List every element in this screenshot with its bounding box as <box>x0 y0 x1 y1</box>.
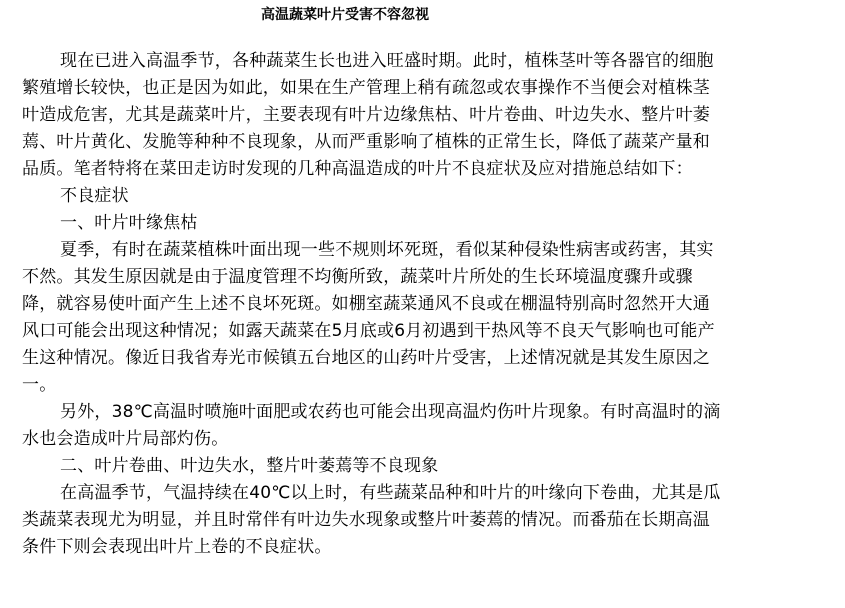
section-heading-symptoms: 不良症状 <box>60 186 129 206</box>
document-title: 高温蔬菜叶片受害不容忽视 <box>261 7 429 23</box>
paragraph-summer-necrosis: 夏季，有时在蔬菜植株叶面出现一些不规则坏死斑，看似某种侵染性病害或药害，其实不然。其发生原因就是由于温度管理不均衡所致，蔬菜叶片所处的生长环境温度骤升或骤降，就容易使叶面产生上述不良坏死斑。如棚室蔬菜通风不良或在棚温特别高时忽然开大通风口可能会出现这种情况；如露天蔬菜在5月底或6月初遇到干热风等不良天气影响也可能产生这种情况。像近日我省寿光市候镇五台地区的山药叶片受害，上述情况就是其发生原因之一。 <box>22 240 715 395</box>
document-body <box>22 48 722 561</box>
subsection-heading-leaf-curl-wilting: 二、叶片卷曲、叶边失水，整片叶萎蔫等不良现象 <box>60 456 439 476</box>
paragraph-intro: 现在已进入高温季节，各种蔬菜生长也进入旺盛时期。此时，植株茎叶等各器官的细胞繁殖增长较快，也正是因为如此，如果在生产管理上稍有疏忽或农事操作不当便会对植株茎叶造成危害，尤其是蔬菜叶片，主要表现有叶片边缘焦枯、叶片卷曲、叶边失水、整片叶萎蔫、叶片黄化、发脆等种种不良现象，从而严重影响了植株的正常生长，降低了蔬菜产量和品质。笔者特将在菜田走访时发现的几种高温造成的叶片不良症状及应对措施总结如下： <box>22 51 714 179</box>
subsection-heading-leaf-edge-scorch: 一、叶片叶缘焦枯 <box>60 213 198 233</box>
paragraph-high-temp-curl: 在高温季节，气温持续在40℃以上时，有些蔬菜品种和叶片的叶缘向下卷曲，尤其是瓜类蔬菜表现尤为明显，并且时常伴有叶边失水现象或整片叶萎蔫的情况。而番茄在长期高温条件下则会表现出叶片上卷的不良症状。 <box>22 483 721 557</box>
paragraph-foliar-spray-burn: 另外，38℃高温时喷施叶面肥或农药也可能会出现高温灼伤叶片现象。有时高温时的滴水也会造成叶片局部灼伤。 <box>22 402 721 449</box>
